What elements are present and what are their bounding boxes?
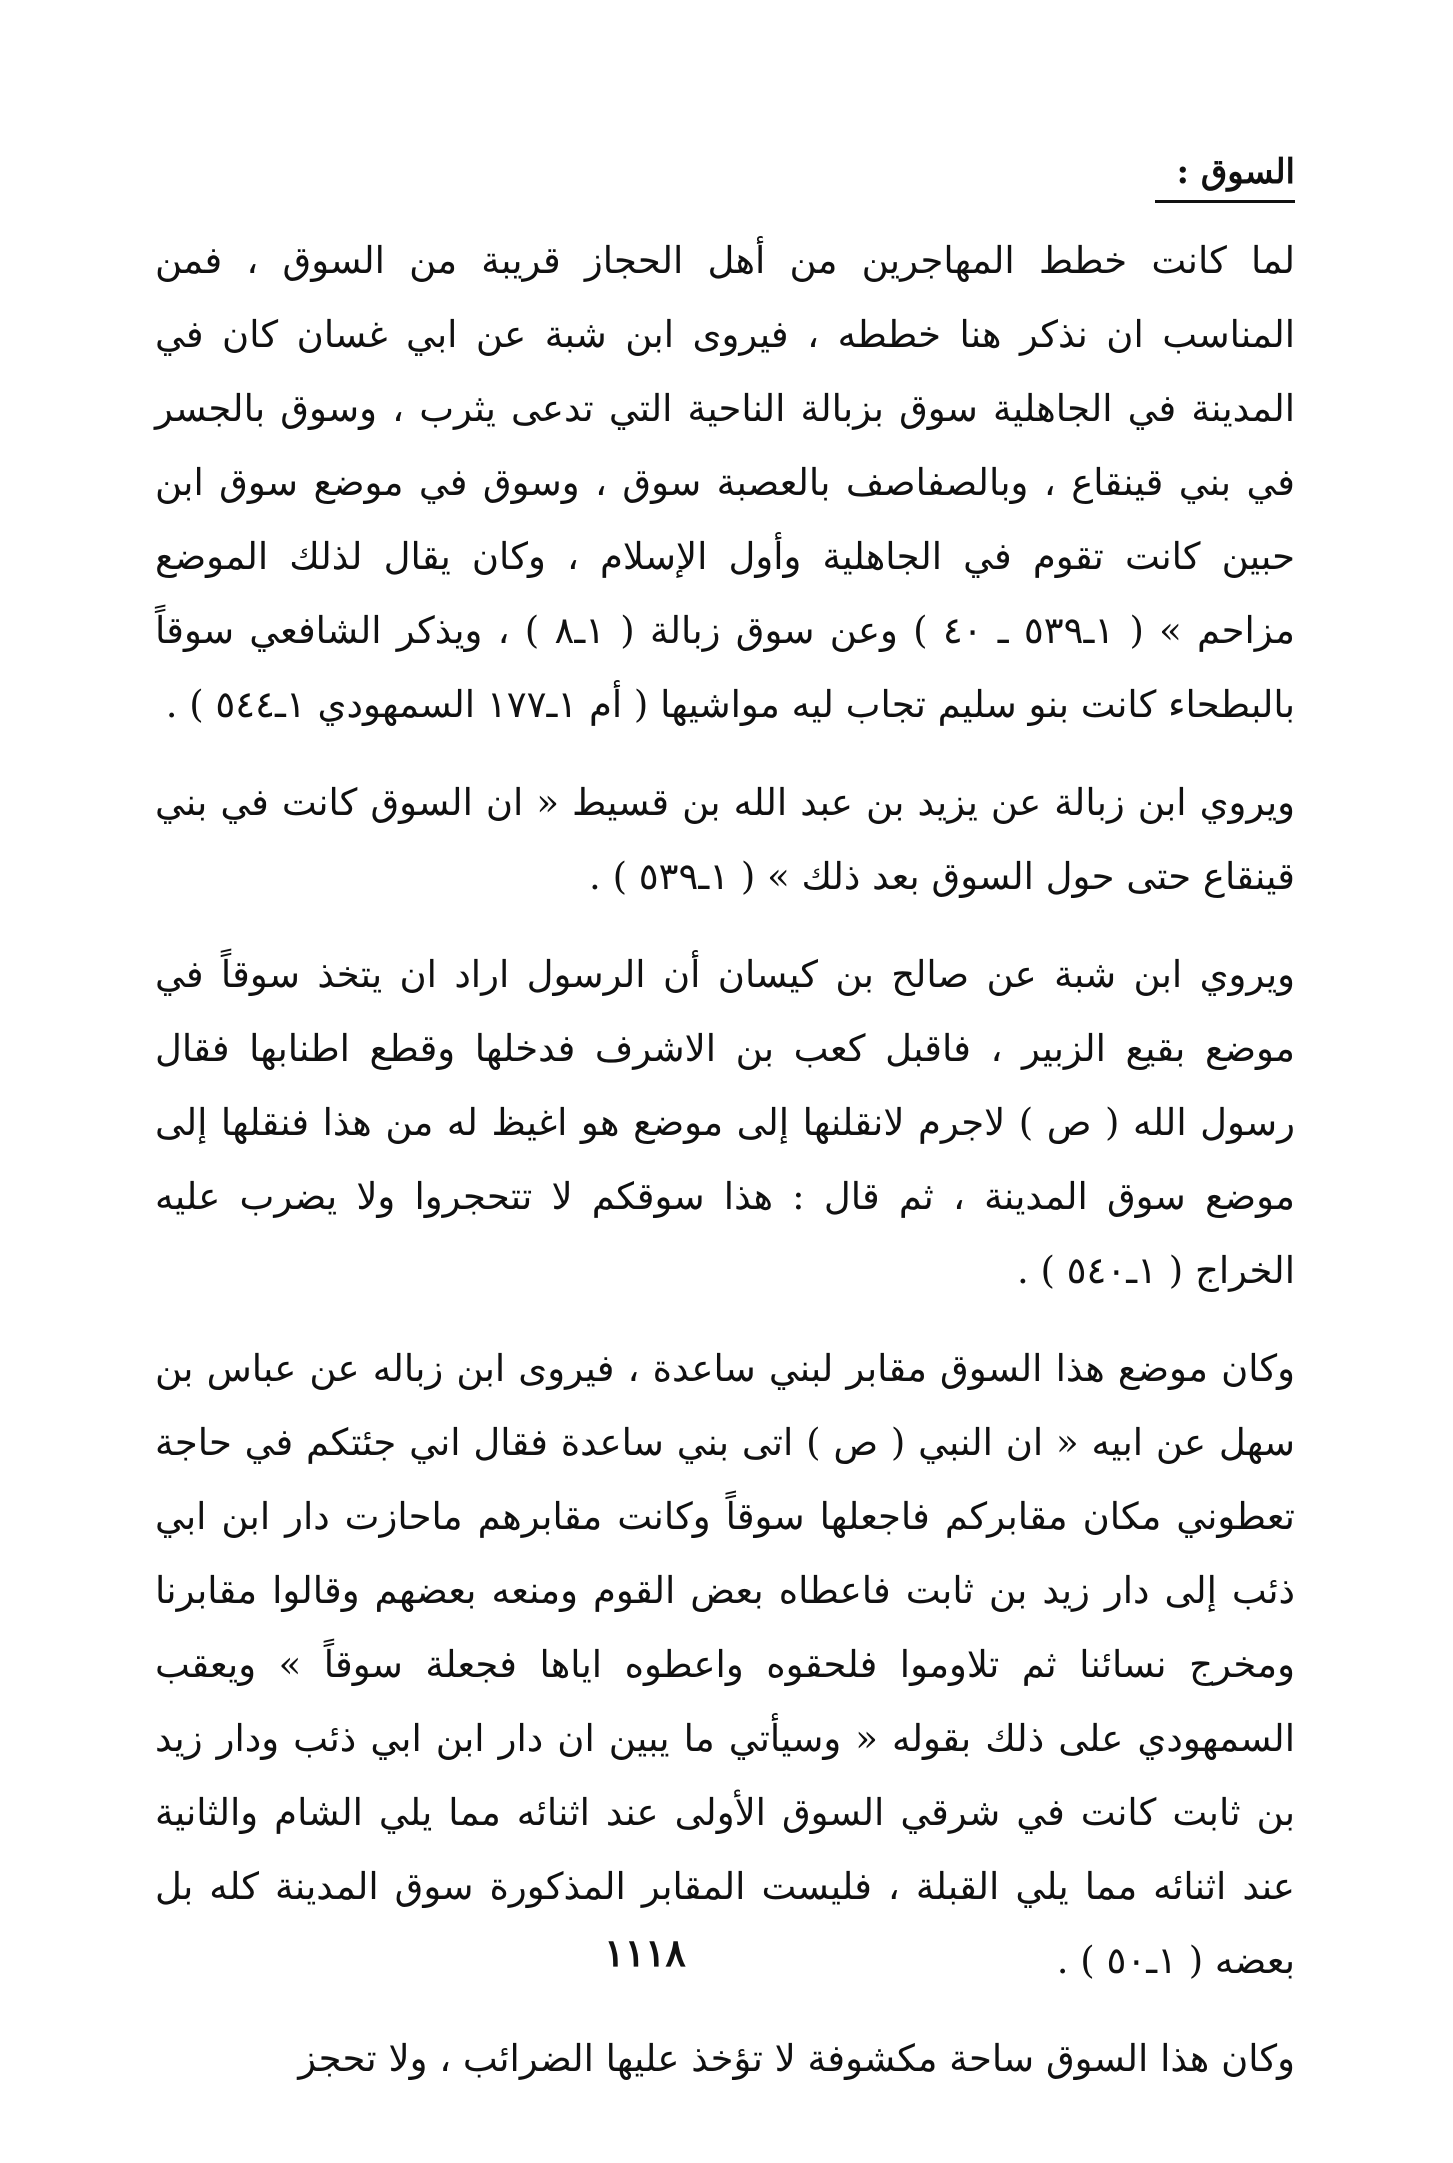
body-text bbox=[155, 224, 1295, 2120]
section-header bbox=[1155, 150, 1295, 203]
book-page bbox=[155, 150, 1295, 2080]
paragraph-4: وكان موضع هذا السوق مقابر لبني ساعدة ، فيروى ابن زباله عن عباس بن سهل عن ابيه « ان النبي ( ص ) اتى بني ساعدة فقال اني جئتكم في حاجة تعطوني مكان مقابركم فاجعلها سوقاً وكانت مقابرهم ماحازت دار ابن ابي ذئب إلى دار زيد بن ثابت فاعطاه بعض القوم ومنعه بعضهم وقالوا مقابرنا ومخرج نسائنا ثم تلاوموا فلحقوه واعطوه اياها فجعلة سوقاً » ويعقب السمهودي على ذلك بقوله « وسيأتي ما يبين ان دار ابن ابي ذئب ودار زيد بن ثابت كانت في شرقي السوق الأولى عند اثنائه مما يلي الشام والثانية عند اثنائه مما يلي القبلة ، فليست المقابر المذكورة سوق المدينة كله بل بعضه ( ١ـ٥٠ ) . bbox=[155, 1347, 1295, 1982]
paragraph-1: لما كانت خطط المهاجرين من أهل الحجاز قريبة من السوق ، فمن المناسب ان نذكر هنا خططه ، فيروى ابن شبة عن ابي غسان كان في المدينة في الجاهلية سوق بزبالة الناحية التي تدعى يثرب ، وسوق بالجسر في بني قينقاع ، وبالصفاصف بالعصبة سوق ، وسوق في موضع سوق ابن حبين كانت تقوم في الجاهلية وأول الإسلام ، وكان يقال لذلك الموضع مزاحم » ( ١ـ٥٣٩ ـ ٤٠ ) وعن سوق زبالة ( ١ـ٨ ) ، ويذكر الشافعي سوقاً بالبطحاء كانت بنو سليم تجاب ليه مواشيها ( أم ١ـ١٧٧ السمهودي ١ـ٥٤٤ ) . bbox=[155, 239, 1295, 726]
paragraph-5: وكان هذا السوق ساحة مكشوفة لا تؤخذ عليها الضرائب ، ولا تحجز bbox=[298, 2037, 1295, 2080]
section-title-underline bbox=[1155, 200, 1295, 203]
paragraph-3: ويروي ابن شبة عن صالح بن كيسان أن الرسول اراد ان يتخذ سوقاً في موضع بقيع الزبير ، فاقبل كعب بن الاشرف فدخلها وقطع اطنابها فقال رسول الله ( ص ) لاجرم لانقلنها إلى موضع هو اغيظ له من هذا فنقلها إلى موضع سوق المدينة ، ثم قال : هذا سوقكم لا تتحجروا ولا يضرب عليه الخراج ( ١ـ٥٤٠ ) . bbox=[155, 953, 1295, 1292]
page-number bbox=[155, 1930, 1295, 1975]
paragraph-2: ويروي ابن زبالة عن يزيد بن عبد الله بن قسيط « ان السوق كانت في بني قينقاع حتى حول السوق بعد ذلك » ( ١ـ٥٣٩ ) . bbox=[155, 781, 1295, 898]
page-number-text: ١١١٨ bbox=[604, 1930, 686, 1975]
section-title: السوق : bbox=[1176, 152, 1295, 192]
